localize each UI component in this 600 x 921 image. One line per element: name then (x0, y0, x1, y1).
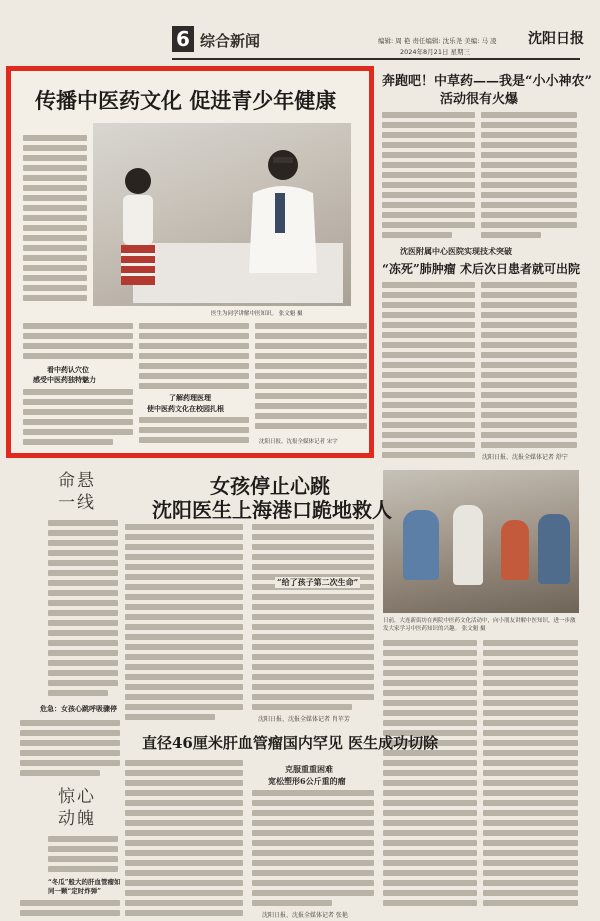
sidebar-subhead: 危急：女孩心跳呼吸骤停 (40, 704, 117, 713)
sidebar-head-2a: 惊心 (58, 787, 96, 807)
highlight-subhead-1b: 感受中医药独特魅力 (33, 375, 96, 384)
bottom-subhead-2: 宽松塑形6公斤重的瘤 (268, 776, 346, 786)
mid-title-line2: 沈阳医生上海港口跪地救人 (152, 498, 392, 522)
highlight-title: 传播中医药文化 促进青少年健康 (35, 88, 337, 113)
page-number: 6 (172, 26, 194, 52)
bottom-title: 直径46厘米肝血管瘤国内罕见 医生成功切除 (142, 734, 439, 752)
sidebar-head-1 (58, 470, 96, 514)
sidebar-head-2b: 动魄 (58, 809, 96, 829)
sidebar-head-1b: 一线 (58, 493, 96, 513)
bottom-subhead-1: 克服重重困难 (285, 764, 333, 774)
article-photo (93, 123, 351, 306)
sidebar-quote: “冬瓜”般大的肝血管瘤如同一颗“定时炸弹” (48, 878, 121, 895)
header-rule (172, 58, 580, 60)
sidebar-head-2 (58, 786, 96, 830)
right-mid-byline: 沈阳日报、沈报全媒体记者 舒宁 (482, 454, 568, 461)
section-title: 综合新闻 (200, 32, 261, 50)
photo-doctor-figure (233, 143, 323, 283)
right-mid-title: “冻死”肺肿瘤 术后次日患者就可出院 (382, 262, 580, 276)
highlight-subhead-2b: 使中医药文化在校园扎根 (147, 404, 224, 413)
bottom-byline: 沈阳日报、沈报全媒体记者 张艳 (262, 912, 348, 919)
right-mid-kicker: 沈医附属中心医院实现技术突破 (400, 246, 512, 256)
photo-children-activity (383, 470, 579, 613)
mid-byline: 沈阳日报、沈报全媒体记者 肖苹芳 (258, 716, 350, 723)
issue-date: 2024年8月21日 星期三 (400, 48, 471, 56)
right-top-title: 奔跑吧！中草药——我是“小小神农” (382, 74, 592, 89)
photo-child-figure (113, 163, 163, 303)
photo2-caption: 日前，大连新街坊在两院中医药文化活动中，向小朋友讲解中医知识，进一步激发大家学习中医药知识的兴趣。 张文魁 摄 (383, 618, 576, 632)
sidebar-head-1a: 命悬 (58, 471, 96, 491)
page-header (0, 0, 600, 62)
highlight-subhead-2: 了解药理医理 (169, 393, 211, 402)
photo-caption: 医生为同学讲解中医知识。 张文魁 摄 (211, 311, 303, 317)
highlight-subhead-1: 看中药认穴位 (47, 365, 89, 374)
mid-subhead: “给了孩子第二次生命” (277, 577, 359, 587)
right-top-subtitle: 活动很有火爆 (440, 92, 519, 107)
editors-line: 编辑: 周 艳 责任编辑: 沈乐尧 美编: 马 凌 (378, 37, 497, 45)
mid-title-line1: 女孩停止心跳 (210, 474, 330, 498)
highlighted-article (6, 66, 374, 458)
highlight-byline: 沈阳日报、沈报全媒体记者 宋宇 (259, 439, 338, 445)
masthead-logo: 沈阳日报 (528, 31, 584, 47)
